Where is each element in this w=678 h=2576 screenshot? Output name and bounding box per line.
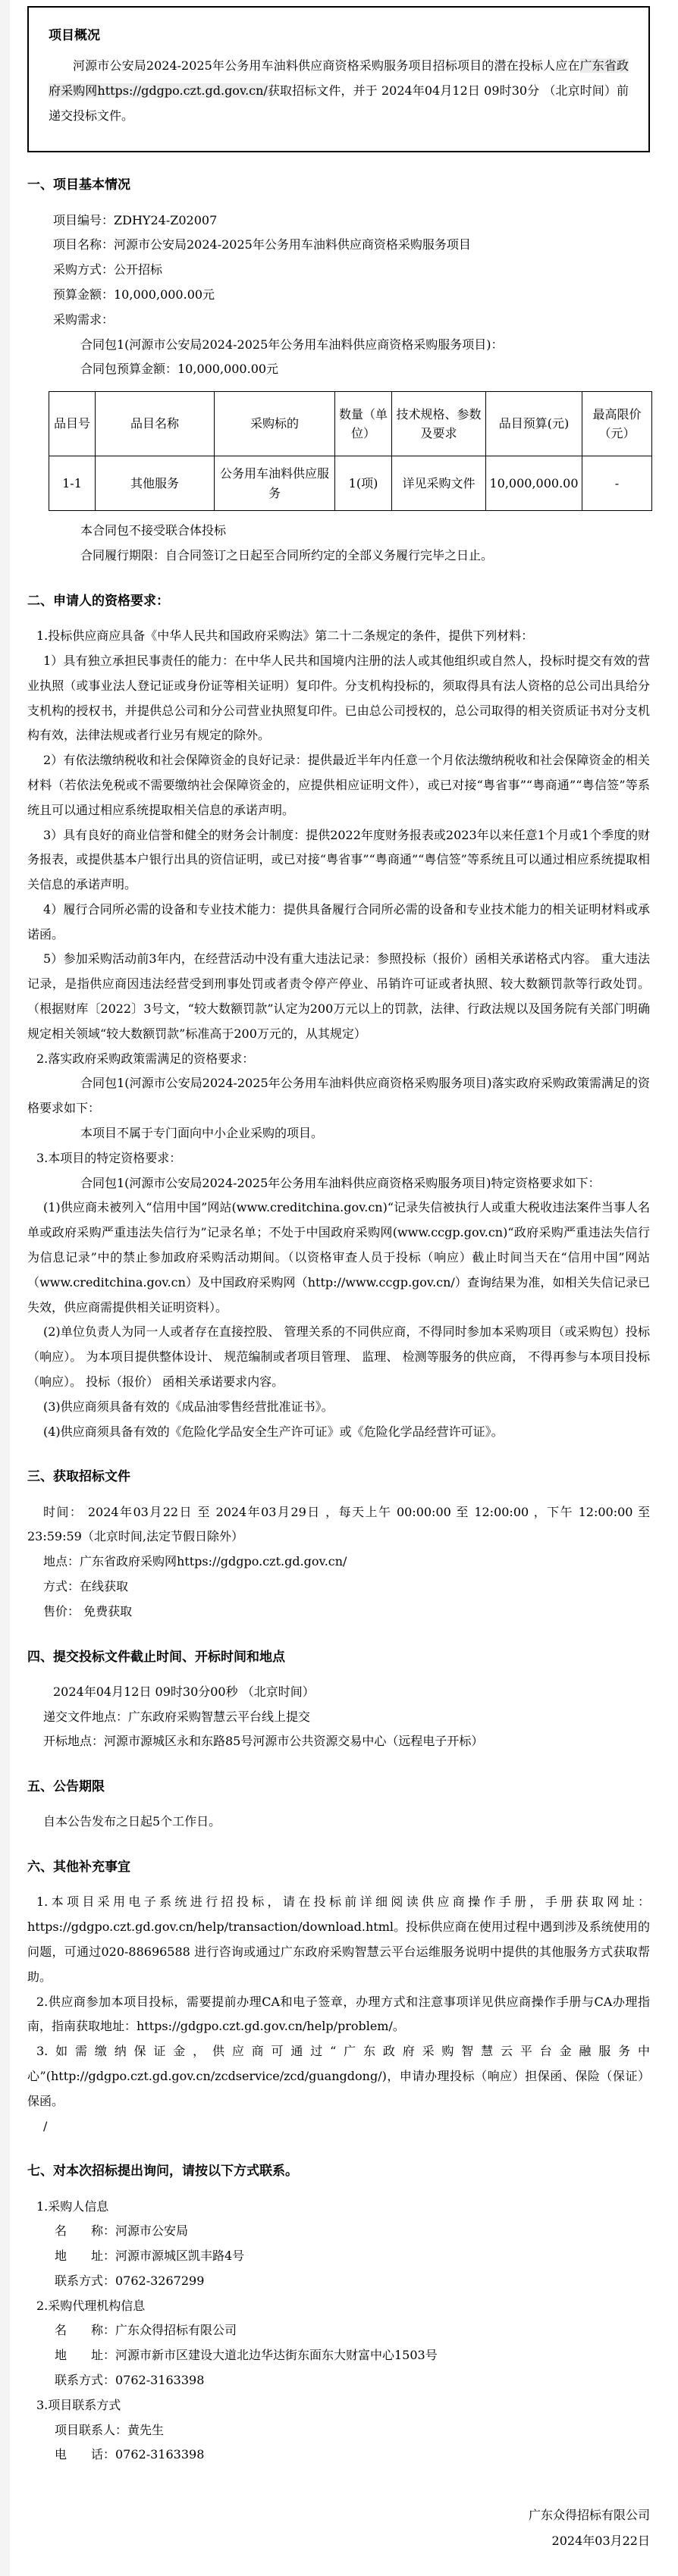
items-table-cell-spec: 详见采购文件 bbox=[392, 456, 486, 511]
agency-contact: 联系方式：0762-3163398 bbox=[55, 2373, 205, 2388]
demand-label: 采购需求： bbox=[53, 312, 115, 327]
qualification-package-line: 合同包1(河源市公安局2024-2025年公务用车油料供应商资格采购服务项目)落实政府采购政策需满足的资格要求如下： bbox=[27, 1076, 650, 1116]
gd-procurement-site-link[interactable]: 广东省政府采购网 bbox=[49, 58, 629, 98]
section-5-heading: 五、公告期限 bbox=[27, 1779, 105, 1795]
supplement-slash: / bbox=[43, 2118, 48, 2133]
qualification-item: 2.落实政府采购政策需满足的资格要求： bbox=[36, 1051, 255, 1066]
items-table-cell-quantity: 1(项) bbox=[335, 456, 392, 511]
doc-obtain-price: 售价： 免费获取 bbox=[43, 1603, 133, 1619]
qualification-subitem: 1）具有独立承担民事责任的能力：在中华人民共和国境内注册的法人或其他组织或自然人，投标时提交有效的营业执照（或事业法人登记证或身份证等相关证明）复印件。分支机构投标的，须取得具有法人资格的总公司出具给分支机构的授权书，并提供总公司和分公司营业执照复印件。已由总公司授权的，总公司取得的相关资质证书对分支机构有效，法律法规或者行业另有规定的除外。 bbox=[27, 653, 650, 743]
items-table-cell-item-no: 1-1 bbox=[49, 456, 96, 511]
agency-name: 名 称：广东众得招标有限公司 bbox=[55, 2323, 237, 2338]
items-table-header: 品目名称 bbox=[96, 392, 215, 456]
buyer-info-title: 1.采购人信息 bbox=[36, 2198, 109, 2214]
section-1-heading: 一、项目基本情况 bbox=[27, 177, 130, 193]
overview-intro-prefix: 河源市公安局2024-2025年公务用车油料供应商资格采购服务项目招标项目的潜在投标人应在 bbox=[73, 58, 580, 73]
bid-open-place: 开标地点：河源市源城区永和东路85号河源市公共资源交易中心（远程电子开标） bbox=[43, 1734, 484, 1749]
doc-obtain-method: 方式：在线获取 bbox=[43, 1579, 129, 1594]
project-overview-box bbox=[27, 6, 650, 152]
announcement-page bbox=[10, 0, 678, 2576]
budget-amount: 预算金额：10,000,000.00元 bbox=[53, 287, 215, 302]
supplement-item: 2.供应商参加本项目投标，需要提前办理CA和电子签章，办理方式和注意事项详见供应商操作手册与CA办理指南，指南获取地址：https://gdgpo.czt.gd.gov.cn/help/problem/。 bbox=[27, 1994, 650, 2034]
qualification-subitem: 4）履行合同所必需的设备和专业技术能力：提供具备履行合同所必需的设备和专业技术能力的相关证明材料或承诺函。 bbox=[27, 901, 650, 942]
no-consortium-note: 本合同包不接受联合体投标 bbox=[80, 523, 227, 538]
qualification-item: 1.投标供应商应具备《中华人民共和国政府采购法》第二十二条规定的条件，提供下列材料： bbox=[36, 628, 534, 644]
qualification-subitem: 5）参加采购活动前3年内，在经营活动中没有重大违法记录：参照投标（报价）函相关承诺格式内容。 重大违法记录，是指供应商因违法经营受到刑事处罚或者责令停产停业、吊销许可证或者执照、较大数额罚款等行政处罚。（根据财库〔2022〕3号文，“较大数额罚款”认定为200万元以上的罚款，法律、行政法规以及国务院有关部门明确规定相关领域“较大数额罚款”标准高于200万元的，从其规定） bbox=[27, 951, 650, 1041]
contract-period: 合同履行期限：自合同签订之日起至合同所约定的全部义务履行完毕之日止。 bbox=[80, 548, 494, 563]
specific-qualification: (1)供应商未被列入“信用中国”网站(www.creditchina.gov.cn)“记录失信被执行人或重大税收违法案件当事人名单或政府采购严重违法失信行为”记录名单；不处于中国政府采购网(www.ccgp.gov.cn)“政府采购严重违法失信行为信息记录”中的禁止参加政府采购活动期间。（以资格审查人员于投标（响应）截止时间当天在“信用中国”网站（www.creditchina.gov.cn）及中国政府采购网（http://www.ccgp.gov.cn/）查询结果为准，如相关失信记录已失效，供应商需提供相关证明资料）。 bbox=[27, 1200, 650, 1315]
items-table-header: 品目号 bbox=[49, 392, 96, 456]
supplement-item: 3.如需缴纳保证金，供应商可通过“广东政府采购智慧云平台金融服务中心”(http://gdgpo.czt.gd.gov.cn/zcdservice/zcd/guangdong/)，申请办理投标（响应）担保函、保险（保证）保函。 bbox=[27, 2044, 650, 2108]
items-table-header-row bbox=[49, 392, 652, 456]
specific-qualification: (3)供应商须具备有效的《成品油零售经营批准证书》。 bbox=[43, 1399, 334, 1414]
buyer-name: 名 称：河源市公安局 bbox=[55, 2223, 189, 2239]
items-table-header: 最高限价（元） bbox=[582, 392, 652, 456]
items-table-cell-target: 公务用车油料供应服务 bbox=[215, 456, 335, 511]
project-contact-title: 3.项目联系方式 bbox=[36, 2397, 121, 2412]
items-table bbox=[49, 391, 652, 511]
announcement-period: 自本公告发布之日起5个工作日。 bbox=[43, 1814, 221, 1829]
bid-deadline: 2024年04月12日 09时30分00秒 （北京时间） bbox=[53, 1684, 315, 1699]
section-3-heading: 三、获取招标文件 bbox=[27, 1469, 130, 1485]
section-6-heading: 六、其他补充事宜 bbox=[27, 1860, 130, 1876]
items-table-header: 品目预算(元) bbox=[486, 392, 582, 456]
project-number: 项目编号：ZDHY24-Z02007 bbox=[53, 212, 218, 227]
section-7-heading: 七、对本次招标提出询问，请按以下方式联系。 bbox=[27, 2164, 298, 2180]
specific-qualification: (4)供应商须具备有效的《危险化学品安全生产许可证》或《危险化学品经营许可证》。 bbox=[43, 1424, 504, 1439]
contract-package-budget: 合同包预算金额：10,000,000.00元 bbox=[80, 362, 279, 377]
qualification-item: 3.本项目的特定资格要求： bbox=[36, 1150, 182, 1165]
overview-intro-paragraph bbox=[49, 54, 629, 128]
buyer-contact: 联系方式：0762-3267299 bbox=[55, 2273, 205, 2288]
procurement-method: 采购方式：公开招标 bbox=[53, 262, 163, 277]
items-table-row bbox=[49, 456, 652, 511]
items-table-header: 数量（单位） bbox=[335, 392, 392, 456]
buyer-address: 地 址：河源市源城区凯丰路4号 bbox=[55, 2249, 245, 2264]
overview-intro-suffix: 获取招标文件，并于 2024年04月12日 09时30分 （北京时间）前递交投标文件。 bbox=[49, 83, 629, 123]
supplement-item: 1.本项目采用电子系统进行招投标，请在投标前详细阅读供应商操作手册，手册获取网址：https://gdgpo.czt.gd.gov.cn/help/transaction/download.html。投标供应商在使用过程中遇到涉及系统使用的问题，可通过020-88696588 进行咨询或通过广东政府采购智慧云平台运维服务说明中提供的其他服务方式获取帮助。 bbox=[27, 1894, 650, 1984]
sme-note: 本项目不属于专门面向中小企业采购的项目。 bbox=[80, 1126, 324, 1141]
section-4-heading: 四、提交投标文件截止时间、开标时间和地点 bbox=[27, 1649, 285, 1665]
items-table-cell-item-name: 其他服务 bbox=[96, 456, 215, 511]
items-table-cell-budget: 10,000,000.00 bbox=[486, 456, 582, 511]
agency-address: 地 址：河源市新市区建设大道北边华达街东面东大财富中心1503号 bbox=[55, 2348, 438, 2363]
signature-date: 2024年03月22日 bbox=[551, 2533, 650, 2548]
doc-obtain-place: 地点：广东省政府采购网https://gdgpo.czt.gd.gov.cn/ bbox=[43, 1554, 347, 1569]
project-contact-phone: 电 话：0762-3163398 bbox=[55, 2447, 205, 2462]
signature-block bbox=[27, 2502, 650, 2553]
project-contact-person: 项目联系人：黄先生 bbox=[55, 2422, 165, 2437]
items-table-cell-max-price: - bbox=[582, 456, 652, 511]
qualification-subitem: 3）具有良好的商业信誉和健全的财务会计制度：提供2022年度财务报表或2023年以来任意1个月或1个季度的财务报表，或提供基本户银行出具的资信证明，或已对接“粤省事”“粤商通”“粤信签”等系统且可以通过相应系统提取相关信息的承诺声明。 bbox=[27, 827, 650, 892]
section-2-heading: 二、申请人的资格要求： bbox=[27, 593, 169, 609]
submit-place: 递交文件地点：广东政府采购智慧云平台线上提交 bbox=[43, 1709, 311, 1724]
items-table-header: 采购标的 bbox=[215, 392, 335, 456]
gd-procurement-url-link[interactable]: https://gdgpo.czt.gd.gov.cn/ bbox=[97, 83, 268, 98]
overview-title: 项目概况 bbox=[49, 28, 100, 43]
doc-obtain-time: 时间： 2024年03月22日 至 2024年03月29日 ，每天上午 00:00:00 至 12:00:00 ，下午 12:00:00 至 23:59:59（北京时间,法定节假日除外） bbox=[27, 1504, 650, 1544]
items-table-header: 技术规格、参数及要求 bbox=[392, 392, 486, 456]
contract-package-line: 合同包1(河源市公安局2024-2025年公务用车油料供应商资格采购服务项目)： bbox=[80, 337, 504, 352]
agency-info-title: 2.采购代理机构信息 bbox=[36, 2298, 146, 2313]
qualification-package-line: 合同包1(河源市公安局2024-2025年公务用车油料供应商资格采购服务项目)特定资格要求如下： bbox=[80, 1175, 601, 1190]
signature-company: 广东众得招标有限公司 bbox=[528, 2508, 650, 2523]
specific-qualification: (2)单位负责人为同一人或者存在直接控股、 管理关系的不同供应商，不得同时参加本采购项目（或采购包）投标（响应）。 为本项目提供整体设计、 规范编制或者项目管理、 监理、 检测等服务的供应商， 不得再参与本项目投标（响应）。 投标（报价） 函相关承诺要求内容。 bbox=[27, 1324, 650, 1390]
project-name: 项目名称：河源市公安局2024-2025年公务用车油料供应商资格采购服务项目 bbox=[53, 237, 471, 252]
qualification-subitem: 2）有依法缴纳税收和社会保障资金的良好记录：提供最近半年内任意一个月依法缴纳税收和社会保障资金的相关材料（若依法免税或不需要缴纳社会保障资金的，应提供相应证明文件），或已对接“粤省事”“粤商通”“粤信签”等系统且可以通过相应系统提取相关信息的承诺声明。 bbox=[27, 753, 650, 817]
